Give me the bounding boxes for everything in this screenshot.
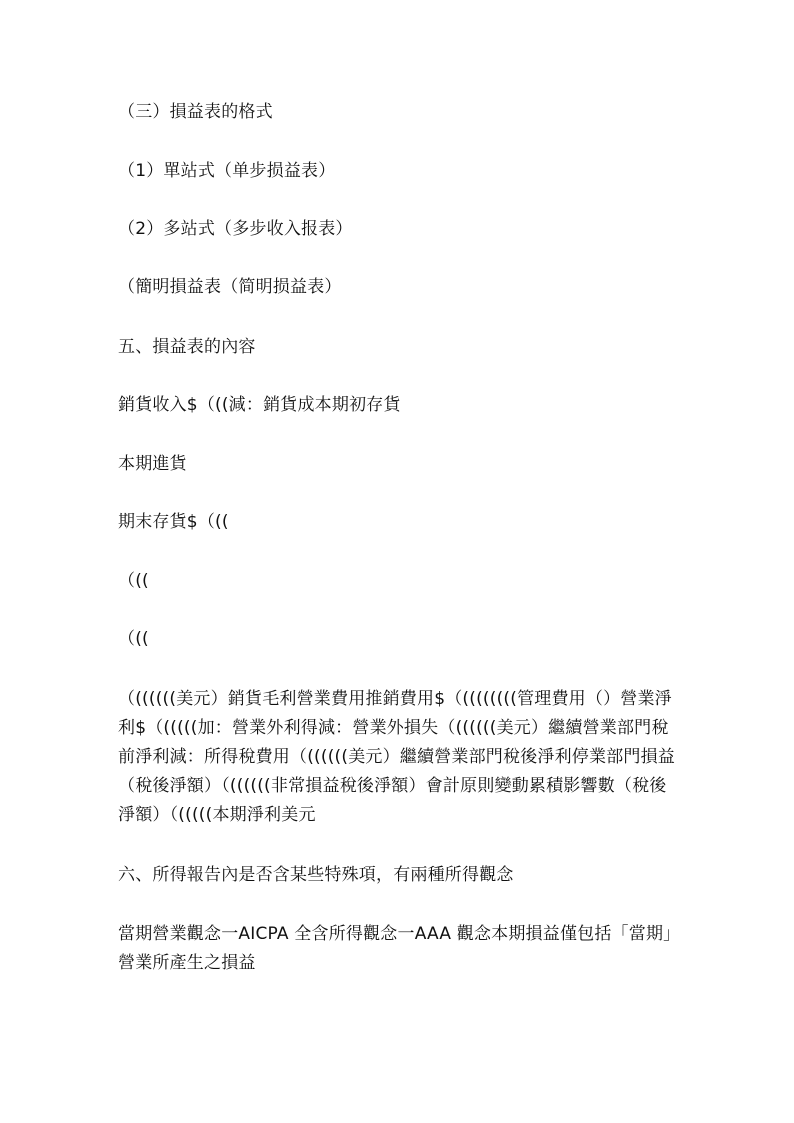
placeholder-line: （((: [118, 571, 149, 591]
heading-income-statement-content: 五、損益表的內容: [118, 337, 256, 357]
placeholder-line: （((: [118, 629, 149, 649]
ending-inventory-line: 期末存貨$（((: [118, 512, 229, 532]
condensed-statement-item: （簡明損益表（简明损益表）: [118, 277, 342, 297]
heading-income-concepts: 六、所得報告內是否含某些特殊項，有兩種所得觀念: [118, 865, 514, 885]
income-statement-body: （((((((美元）銷貨毛利營業費用推銷費用$（((((((((管理費用（）營業淨利$（(((((加：營業外利得減：營業外損失（((((((美元）繼續營業部門稅前淨利減：所得稅費用（((((((美元）繼續營業部門稅後淨利停業部門損益（稅後淨額）（((((((非常損益稅後淨額）會計原則變動累積影響數（稅後淨額）（(((((本期淨利美元: [118, 689, 675, 825]
single-step-item: （1）單站式（单步损益表）: [118, 161, 336, 181]
heading-income-statement-format: （三）損益表的格式: [118, 102, 273, 122]
multi-step-item: （2）多站式（多步收入报表）: [118, 219, 353, 239]
sales-revenue-line: 銷貨收入$（((減：銷貨成本期初存貨: [118, 395, 401, 415]
purchases-line: 本期進貨: [118, 454, 187, 474]
income-concepts-text: 當期營業觀念一AICPA 全含所得觀念一AAA 觀念本期損益僅包括「當期」營業所產生之損益: [118, 924, 672, 973]
